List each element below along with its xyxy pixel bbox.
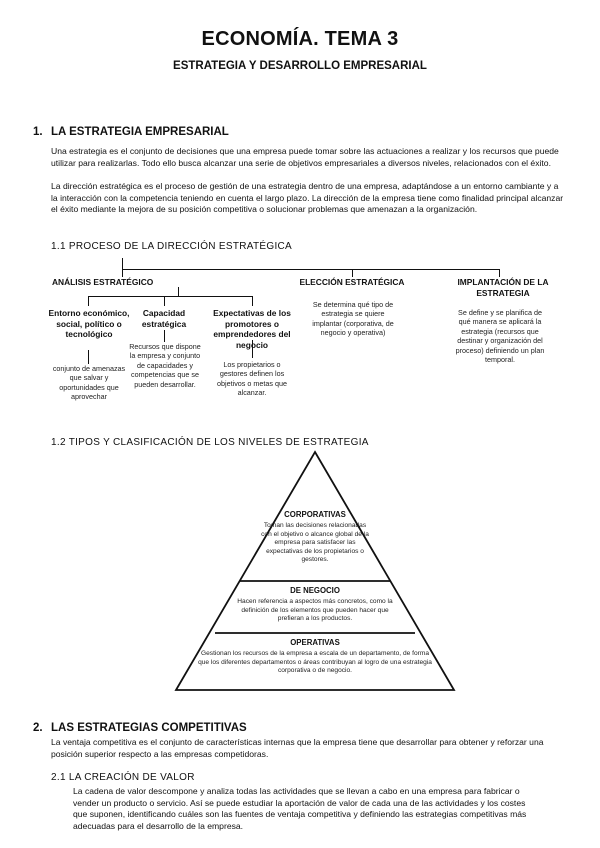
section-2-title: LAS ESTRATEGIAS COMPETITIVAS <box>51 722 247 734</box>
pyramid-negocio-text: Hacen referencia a aspectos más concretos, como la definición de los elementos que pueden hacer que prefieran a los productos. <box>237 598 393 623</box>
implementation-text: Se define y se planifica de qué manera se aplicará la estrategia (recursos que destinar y organización del proceso) definiendo un plan temporal. <box>455 308 545 365</box>
section-1-number: 1. <box>33 126 43 138</box>
pyramid-operativas-title: OPERATIVAS <box>290 638 340 647</box>
section-2-number: 2. <box>33 722 43 734</box>
connector-expectativas <box>252 296 253 306</box>
connector-election <box>352 269 353 277</box>
section-2-heading <box>33 722 247 734</box>
entorno-text: conjunto de amenazas que salvar y oportunidades que aprovechar <box>52 364 126 402</box>
implementation-title: IMPLANTACIÓN DE LA ESTRATEGIA <box>457 277 549 298</box>
pyramid-corporativas-title: CORPORATIVAS <box>284 510 346 519</box>
expectativas-text: Los propietarios o gestores definen los objetivos o metas que alcanzar. <box>217 360 287 398</box>
subsection-2-1-heading: 2.1 LA CREACIÓN DE VALOR <box>51 772 195 783</box>
connector-analysis-bar <box>88 296 253 297</box>
capacidad-title: Capacidad estratégica <box>141 308 187 329</box>
connector-top-bar <box>122 269 500 270</box>
analysis-title: ANÁLISIS ESTRATÉGICO <box>52 277 154 287</box>
capacidad-text: Recursos que dispone la empresa y conjunto de capacidades y competencias que se pueden desarrollar. <box>129 342 201 389</box>
election-text: Se determina qué tipo de estrategia se quiere implantar (corporativa, de negocio y operativa) <box>312 300 394 338</box>
pyramid-operativas-text: Gestionan los recursos de la empresa a escala de un departamento, de forma que los diferentes departamentos o áreas contribuyan al logro de una estrategia corporativa o de negocio. <box>198 650 432 675</box>
section-1-paragraph-2: La dirección estratégica es el proceso de gestión de una estrategia dentro de una empresa, adaptándose a un entorno cambiante y a la interacción con la competencia teniendo en cuenta el largo plazo. La dirección de la empresa tiene como finalidad principal alcanzar el éxito mediante la mejora de su posición competitiva o solucionar problemas que amenazan a la organización. <box>51 181 564 215</box>
section-1-title: LA ESTRATEGIA EMPRESARIAL <box>51 126 229 138</box>
subsection-1-1-heading: 1.1 PROCESO DE LA DIRECCIÓN ESTRATÉGICA <box>51 241 293 252</box>
connector-entorno-text <box>88 350 89 364</box>
connector-analysis-down <box>178 287 179 296</box>
connector-capacidad-text <box>164 330 165 342</box>
connector-entorno <box>88 296 89 306</box>
section-1-paragraph-1: Una estrategia es el conjunto de decisiones que una empresa puede tomar sobre las actuaciones a realizar y los recursos que puede utilizar para realizarlas. Todo ello busca alcanzar una serie de objetivos empresariales a diversos niveles, relacionados con el éxito. <box>51 146 559 168</box>
section-2-paragraph: La ventaja competitiva es el conjunto de características internas que la empresa tiene que desarrollar para obtener y reforzar una posición superior respecto a las empresas competidoras. <box>51 737 544 759</box>
expectativas-title: Expectativas de los promotores o emprendedores del negocio <box>213 308 291 350</box>
subsection-1-2-heading: 1.2 TIPOS Y CLASIFICACIÓN DE LOS NIVELES DE ESTRATEGIA <box>51 437 369 448</box>
pyramid-negocio-title: DE NEGOCIO <box>290 586 340 595</box>
connector-implementation <box>499 269 500 277</box>
connector-analysis <box>122 269 123 277</box>
subsection-2-1-paragraph: La cadena de valor descompone y analiza todas las actividades que se llevan a cabo en una empresa para fabricar o vender un producto o servicio. Así se puede estudiar la aportación de valor de cada una de las actividades y los costes que suponen, identificando cuáles son las fuentes de ventaja competitiva y definiendo las estrategias competitivas más adecuadas para el desarrollo de la empresa. <box>73 786 527 831</box>
election-title: ELECCIÓN ESTRATÉGICA <box>299 277 405 287</box>
entorno-title: Entorno económico, social, político o tecnológico <box>48 308 130 339</box>
section-1-heading <box>33 126 229 138</box>
page-title: ECONOMÍA. TEMA 3 <box>201 28 399 50</box>
pyramid-corporativas-text: Toman las decisiones relacionadas con el objetivo o alcance global de la empresa para satisfacer las expectativas de los propietarios o gestores. <box>261 522 369 564</box>
connector-capacidad <box>164 296 165 306</box>
connector-root <box>122 258 123 269</box>
page-subtitle: ESTRATEGIA Y DESARROLLO EMPRESARIAL <box>173 60 427 72</box>
